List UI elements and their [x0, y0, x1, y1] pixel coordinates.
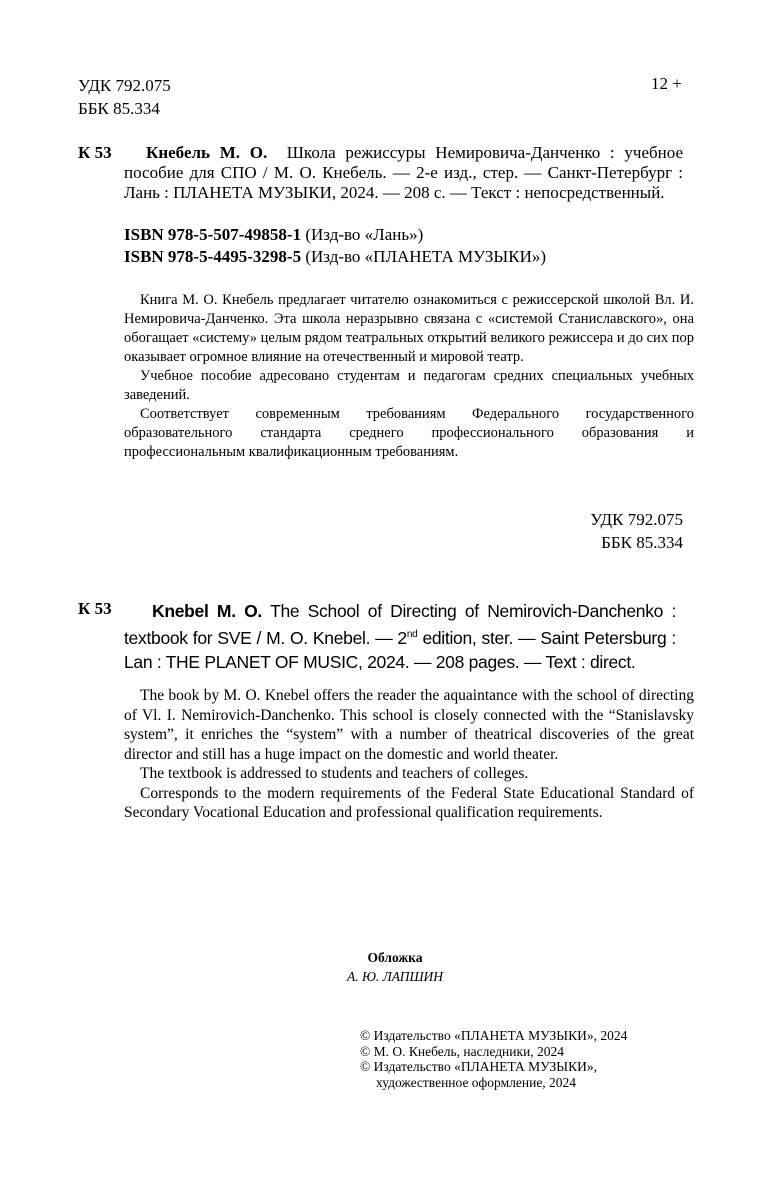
cover-artist: А. Ю. ЛАПШИН	[346, 969, 444, 984]
isbn-line: ISBN 978-5-507-49858-1 (Изд-во «Лань»)	[124, 225, 424, 244]
ru-author-code: К 53	[78, 143, 112, 162]
ru-record-text: Школа режиссуры Немировича-Данченко : учебное пособие для СПО / М. О. Кнебель. — 2-е изд., стер. — Санкт-Петербург : Лань : ПЛАНЕТА МУЗЫКИ, 2024. — 208 с. — Текст : непосредственный.	[124, 143, 683, 202]
ru-udk-bbk	[590, 508, 683, 554]
en-author: Knebel M. O.	[152, 601, 262, 621]
copyright-line: © Издательство «ПЛАНЕТА МУЗЫКИ»,	[360, 1059, 597, 1074]
copyright-line: художественное оформление, 2024	[376, 1074, 577, 1090]
isbn-line: ISBN 978-5-4495-3298-5 (Изд-во «ПЛАНЕТА МУЗЫКИ»)	[124, 247, 547, 266]
udk-code: УДК 792.075	[590, 510, 683, 529]
ru-abstract-paragraph: Учебное пособие адресовано студентам и педагогам средних специальных учебных заведений.	[124, 368, 694, 403]
copyright-line: © М. О. Кнебель, наследники, 2024	[360, 1043, 565, 1059]
age-rating: 12 +	[651, 74, 682, 93]
cover-label: Обложка	[367, 950, 423, 965]
cover-credit	[320, 948, 470, 986]
en-author-code: К 53	[78, 599, 112, 618]
en-abstract-paragraph: The book by M. O. Knebel offers the reader the aquaintance with the school of directing of Vl. I. Nemirovich-Danchenko. This school is closely connected with the “Stanislavsky system”, it enriches the “system” with a number of theatrical discoveries of the great director and still has a huge impact on the domestic and world theater.	[124, 687, 694, 763]
ru-abstract-paragraph: Книга М. О. Кнебель предлагает читателю ознакомиться с режиссерской школой Вл. И. Немировича-Данченко. Эта школа неразрывно связана с «системой Станиславского», она обогащает «систему» целым рядом театральных открытий великого режиссера и до сих пор оказывает огромное влияние на отечественный и мировой театр.	[124, 292, 694, 365]
en-abstract	[124, 686, 694, 823]
ru-bibliographic-record	[124, 143, 683, 203]
udk-bbk-header	[78, 74, 171, 120]
en-abstract-paragraph: The textbook is addressed to students and teachers of colleges.	[140, 765, 529, 782]
bbk-code: ББК 85.334	[78, 99, 160, 118]
ru-abstract-paragraph: Соответствует современным требованиям Федерального государственного образовательного стандарта среднего профессионального образования и профессиональным квалификационным требованиям.	[124, 406, 694, 460]
en-bibliographic-record: Knebel M. O. The School of Directing of Nemirovich-Danchenko : textbook for SVE / M. O. Knebel. — 2nd edition, ster. — Saint Petersburg : Lan : THE PLANET OF MUSIC, 2024. — 208 pages. — Text : direct.	[124, 601, 677, 672]
udk-code: УДК 792.075	[78, 76, 171, 95]
ru-author: Кнебель М. О.	[146, 143, 268, 162]
ru-abstract	[124, 291, 694, 462]
en-abstract-paragraph: Corresponds to the modern requirements of the Federal State Educational Standard of Secondary Vocational Education and professional qualification requirements.	[124, 784, 694, 821]
isbn-list	[124, 224, 546, 268]
bbk-code: ББК 85.334	[601, 533, 683, 552]
copyright-block	[360, 1028, 627, 1090]
copyright-line: © Издательство «ПЛАНЕТА МУЗЫКИ», 2024	[360, 1028, 628, 1043]
